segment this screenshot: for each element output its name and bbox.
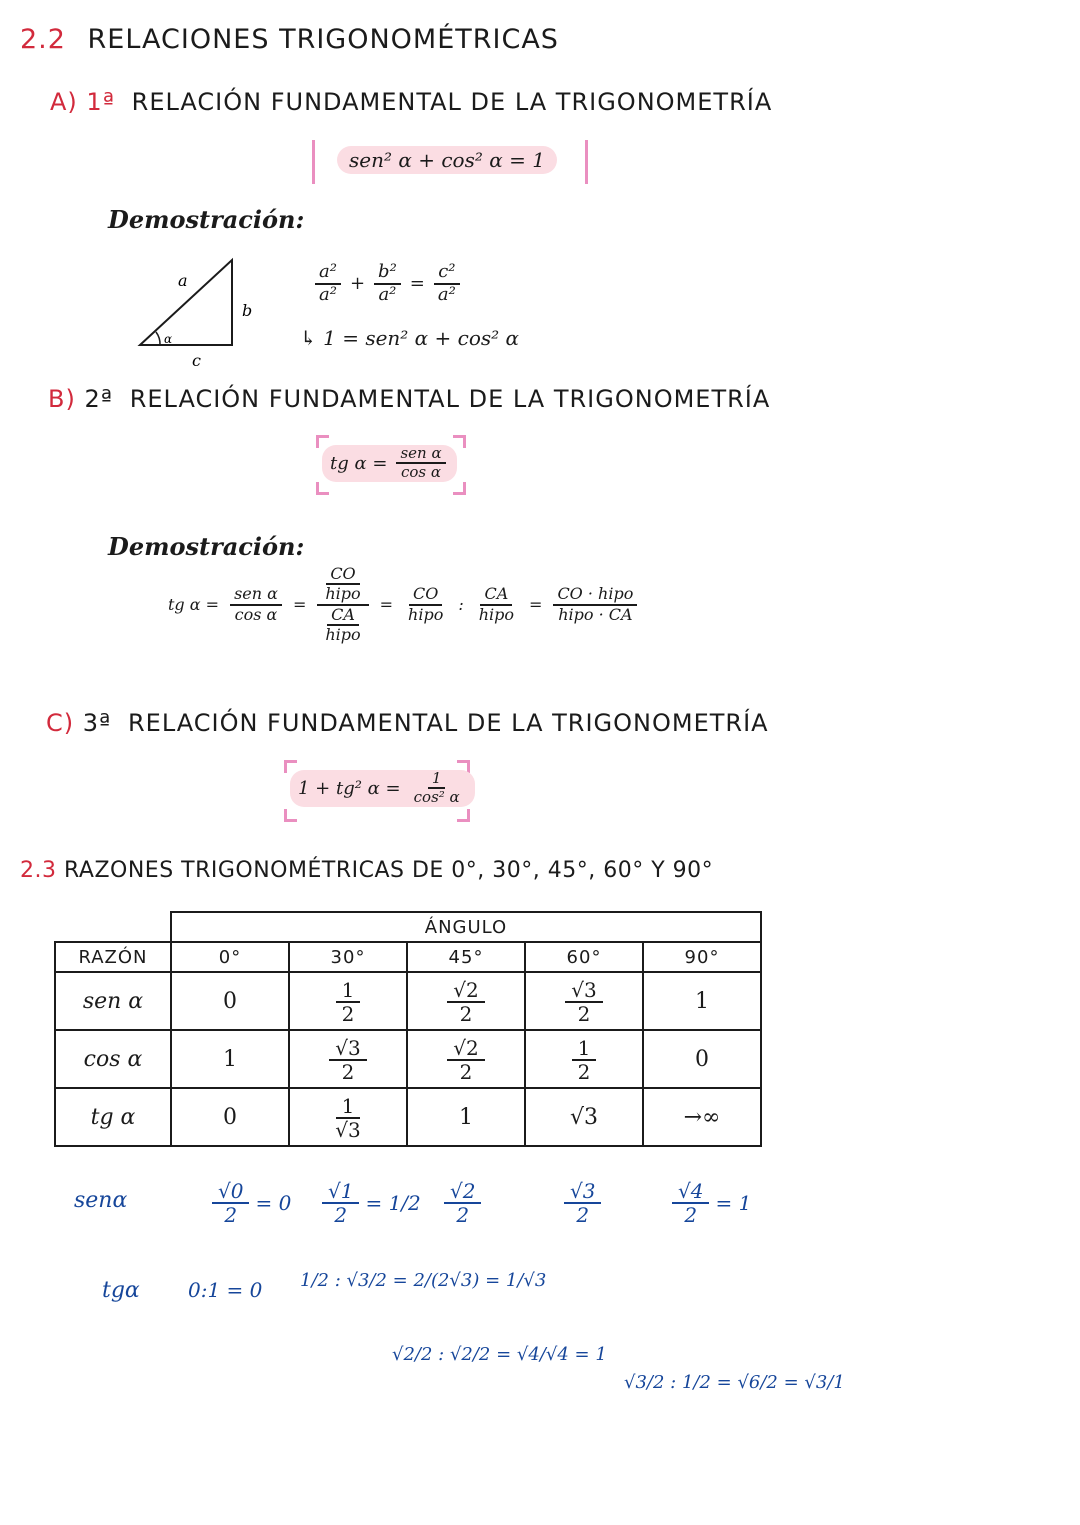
section-2-2-heading: [20, 24, 559, 55]
formula-b: [322, 445, 457, 482]
formula-b-lhs: tg α =: [330, 452, 388, 474]
table-cell: →∞: [643, 1088, 761, 1146]
angle-label: α: [164, 332, 173, 346]
table-cell: 0: [171, 972, 289, 1030]
relation-title: RELACIÓN FUNDAMENTAL DE LA TRIGONOMETRÍA: [129, 385, 771, 413]
notes-sen-label: senα: [74, 1188, 128, 1213]
table-cell: 1: [643, 972, 761, 1030]
right-triangle-figure: [130, 250, 270, 370]
table-row: [55, 1088, 761, 1146]
proof-b: tg α = $\frac{\text{sen α}}{\text{cos α}}$ = $\frac{\frac{CO}{\text{hipo}}}{\frac{CA}{\text{hipo}}}$ = $\frac{CO}{\text{hipo}}$ : $\frac{CA}{\text{hipo}}$ = $\frac{\text{CO · hipo}}{\text{hipo · CA}}$: [168, 565, 640, 645]
formula-a: sen² α + cos² α = 1: [337, 146, 557, 174]
table-cell: $\frac{1}{2}$: [525, 1030, 643, 1088]
ratio-header: RAZÓN: [55, 942, 171, 972]
proof-b-lhs: tg α =: [168, 595, 220, 615]
table-cell: √3: [525, 1088, 643, 1146]
proof-b-hipo: hipo: [478, 604, 515, 624]
proof-b-hipo: hipo: [325, 584, 361, 604]
table-cell: $\frac{1}{√3}$: [289, 1088, 407, 1146]
formula-c-lhs: 1 + tg² α =: [298, 777, 401, 799]
notes-sen-term-3: $\frac{√3}{2}$: [564, 1180, 601, 1226]
table-cell: 1: [171, 1030, 289, 1088]
demo-label-a: Demostración:: [108, 205, 305, 234]
table-row: [55, 1030, 761, 1088]
proof-b-res-num: CO · hipo: [553, 585, 637, 605]
trig-values-table: [54, 911, 762, 1147]
table-cell: $\frac{1}{2}$: [289, 972, 407, 1030]
proof-b-ca: CA: [480, 585, 512, 605]
section-title: RELACIONES TRIGONOMÉTRICAS: [87, 24, 559, 55]
formula-c-bracket: [284, 760, 470, 822]
relation-title: RELACIÓN FUNDAMENTAL DE LA TRIGONOMETRÍA: [131, 88, 773, 116]
proof-b-res-den: hipo · CA: [558, 604, 633, 624]
angle-arc: [156, 332, 160, 345]
formula-b-bracket: [316, 435, 466, 495]
proof-b-co: CO: [326, 565, 359, 585]
notes-sen-term-1: $\frac{√1}{2}$ = 1/2: [322, 1180, 421, 1226]
table-cell: 1: [407, 1088, 525, 1146]
angle-header: 30°: [289, 942, 407, 972]
proof-term: a²: [319, 283, 337, 305]
notes-sen-term-4: $\frac{√4}{2}$ = 1: [672, 1180, 751, 1226]
angle-header: 90°: [643, 942, 761, 972]
proof-term: c²: [434, 262, 459, 285]
proof-b-hipo: hipo: [325, 625, 361, 645]
notes-sen-term-2: $\frac{√2}{2}$: [444, 1180, 481, 1226]
relation-title: RELACIÓN FUNDAMENTAL DE LA TRIGONOMETRÍA: [127, 709, 769, 737]
relation-b-heading: [48, 385, 770, 413]
side-a-label: a: [178, 271, 188, 290]
arrow-icon: ↳: [300, 326, 324, 350]
formula-b-num: sen α: [396, 445, 445, 464]
formula-b-den: cos α: [400, 463, 442, 482]
proof-result: 1 = sen² α + cos² α: [323, 326, 520, 350]
side-c-label: c: [192, 351, 201, 370]
angle-group-header: ÁNGULO: [171, 912, 761, 942]
row-label: cos α: [55, 1030, 171, 1088]
table-cell: 0: [171, 1088, 289, 1146]
notes-tg-45: √2/2 : √2/2 = √4/√4 = 1: [392, 1344, 607, 1365]
table-row: [55, 972, 761, 1030]
relation-ordinal: 1ª: [86, 88, 115, 116]
table-cell: $\frac{√3}{2}$: [289, 1030, 407, 1088]
proof-term: a²: [315, 262, 341, 285]
proof-term: a²: [378, 283, 397, 305]
formula-c-den: cos² α: [413, 788, 460, 807]
notes-sen-term-0: $\frac{√0}{2}$ = 0: [212, 1180, 291, 1226]
proof-b-hipo: hipo: [408, 604, 444, 624]
relation-a-heading: [50, 88, 772, 116]
relation-c-heading: [46, 709, 769, 737]
proof-term: b²: [374, 262, 401, 285]
relation-letter: B): [48, 385, 76, 413]
side-b-label: b: [242, 301, 253, 320]
table-cell: $\frac{√2}{2}$: [407, 972, 525, 1030]
notes-tg-label: tgα: [102, 1278, 140, 1303]
row-label: tg α: [55, 1088, 171, 1146]
angle-header: 45°: [407, 942, 525, 972]
table-cell: 0: [643, 1030, 761, 1088]
table-cell: $\frac{√3}{2}$: [525, 972, 643, 1030]
section-number: 2.2: [20, 24, 66, 55]
angle-header: 60°: [525, 942, 643, 972]
demo-label-b: Demostración:: [108, 532, 305, 561]
relation-letter: C): [46, 709, 75, 737]
proof-b-ca: CA: [327, 606, 359, 626]
proof-b-co: CO: [409, 585, 442, 605]
proof-b-f1-den: cos α: [234, 604, 278, 624]
formula-a-bracket: [312, 140, 588, 184]
formula-c: [290, 770, 475, 807]
section-title: RAZONES TRIGONOMÉTRICAS DE 0°, 30°, 45°, 60° Y 90°: [64, 858, 714, 883]
proof-a-line2: [300, 326, 519, 350]
section-2-3-heading: [20, 858, 713, 883]
relation-ordinal: 2ª: [84, 385, 114, 413]
notes-tg-30: 1/2 : √3/2 = 2/(2√3) = 1/√3: [300, 1270, 547, 1291]
relation-letter: A): [50, 88, 78, 116]
section-number: 2.3: [20, 858, 57, 883]
row-label: sen α: [55, 972, 171, 1030]
proof-term: a²: [437, 283, 456, 305]
relation-ordinal: 3ª: [82, 709, 112, 737]
formula-c-num: 1: [428, 770, 446, 789]
notes-tg-60: √3/2 : 1/2 = √6/2 = √3/1: [624, 1372, 845, 1393]
proof-a-line1: $\frac{\text{a²}}{\text{a²}}$ + $\frac{\text{b²}}{\text{a²}}$ = $\frac{\text{c²}}{\text{a²}}$: [312, 262, 463, 305]
table-cell: $\frac{√2}{2}$: [407, 1030, 525, 1088]
notes-tg-0: 0:1 = 0: [188, 1278, 263, 1302]
proof-b-f1-num: sen α: [230, 585, 282, 605]
angle-header: 0°: [171, 942, 289, 972]
